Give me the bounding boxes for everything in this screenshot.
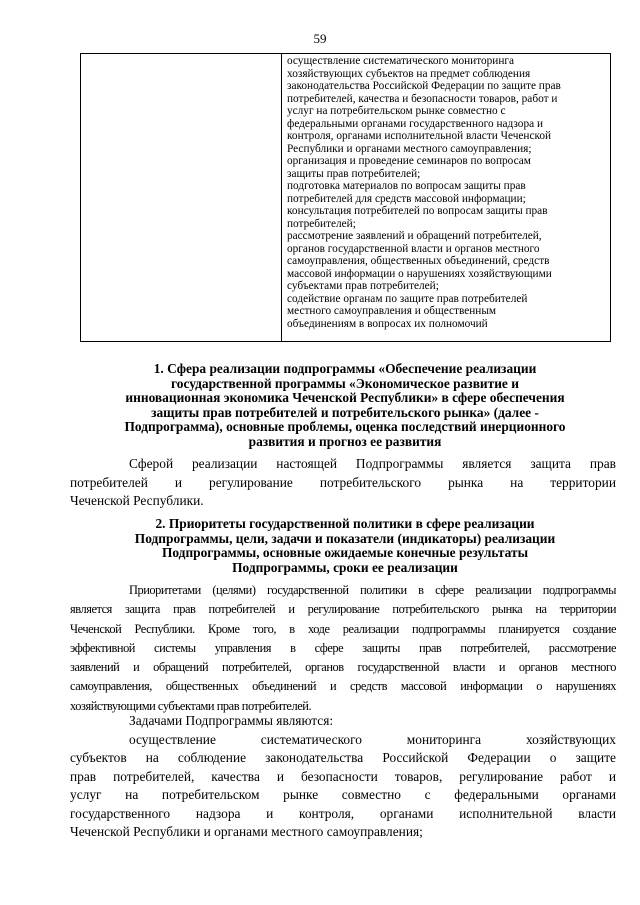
paragraph-line: Приоритетами (целями) государственной политики в сфере реализации подпрограммы xyxy=(129,583,616,597)
table-cell-line: субъектами прав потребителей; xyxy=(287,280,439,292)
table-cell-line: услуг на потребительском рынке совместно с xyxy=(287,105,506,117)
paragraph-line: услуг на потребительском рынке совместно с федеральными органами xyxy=(70,787,616,802)
heading-line: защиты прав потребителей и потребительского рынка» (далее - xyxy=(151,404,539,420)
paragraph-line: Чеченской Республики. xyxy=(70,493,204,508)
table-cell-line: объединениям в вопросах их полномочий xyxy=(287,317,488,330)
heading-line: развития и прогноз ее развития xyxy=(248,433,442,449)
paragraph-line: эффективной системы управления в сфере защиты прав потребителей, рассмотрение xyxy=(70,640,616,655)
table-cell-line: потребителей, качества и безопасности товаров, работ и xyxy=(287,92,558,105)
section-1-paragraph xyxy=(70,455,616,511)
heading-line: Подпрограммы, цели, задачи и показатели (индикаторы) реализации xyxy=(134,530,556,546)
table-cell-line: потребителей; xyxy=(287,217,356,230)
heading-line: Подпрограммы, сроки ее реализации xyxy=(232,559,458,575)
paragraph-line: самоуправления, общественных объединений и средств массовой информации о нарушениях xyxy=(70,679,616,694)
table-right-cell xyxy=(287,55,605,330)
table-cell-line: Республики и органами местного самоуправления; xyxy=(287,142,532,155)
heading-line: Подпрограммы, основные ожидаемые конечные результаты xyxy=(161,545,529,561)
heading-line: государственной программы «Экономическое развитие и xyxy=(171,375,519,391)
table-cell-line: потребителей для средств массовой информации; xyxy=(287,192,526,205)
paragraph-line: Чеченской Республики и органами местного самоуправления; xyxy=(70,824,423,839)
heading-line: 1. Сфера реализации подпрограммы «Обеспечение реализации xyxy=(153,361,537,376)
table-cell-line: органов государственной власти и органов местного xyxy=(287,242,540,255)
paragraph-line: хозяйствующими субъектами прав потребителей. xyxy=(70,698,312,713)
table-cell-line: организация и проведение семинаров по вопросам xyxy=(287,155,531,167)
paragraph-line: Чеченской Республики. Кроме того, в ходе реализации подпрограммы планируется создание xyxy=(70,621,616,636)
table-cell-line: хозяйствующих субъектов на предмет соблюдения xyxy=(287,67,531,80)
paragraph-line: осуществление систематического мониторинга хозяйствующих xyxy=(129,731,616,747)
paragraph-line: потребителей и регулирование потребительского рынка на территории xyxy=(70,474,616,490)
table-column-divider xyxy=(281,54,282,341)
table-cell-line: содействие органам по защите прав потребителей xyxy=(287,292,528,305)
table-cell-line: контроля, органами исполнительной власти Чеченской xyxy=(287,130,552,142)
table-cell-line: рассмотрение заявлений и обращений потребителей, xyxy=(287,230,542,242)
table-cell-line: защиты прав потребителей; xyxy=(287,167,421,180)
section-2-tasks-paragraph xyxy=(70,712,616,842)
table-cell-line: подготовка материалов по вопросам защиты прав xyxy=(287,180,526,192)
heading-line: Подпрограмма), основные проблемы, оценка последствий инерционного xyxy=(124,419,566,435)
table-cell-line: самоуправления, общественных объединений, средств xyxy=(287,255,550,267)
paragraph-line: Сферой реализации настоящей Подпрограммы является защита прав xyxy=(129,456,616,471)
table-cell-line: массовой информации о нарушениях хозяйствующими xyxy=(287,267,552,280)
tasks-intro: Задачами Подпрограммы являются: xyxy=(129,713,334,728)
paragraph-line: заявлений и обращений потребителей, органов государственной власти и органов местного xyxy=(70,660,616,675)
paragraph-line: государственного надзора и контроля, органами исполнительной власти xyxy=(70,805,616,821)
table-cell-line: осуществление систематического мониторинга xyxy=(287,55,515,67)
paragraph-line: является защита прав потребителей и регулирование потребительского рынка на территории xyxy=(70,602,616,617)
table-cell-line: местного самоуправления и общественным xyxy=(287,305,497,317)
paragraph-line: прав потребителей, качества и безопасности товаров, регулирование работ и xyxy=(70,768,616,784)
table-cell-line: федеральными органами государственного надзора и xyxy=(287,117,543,130)
section-2-priorities-paragraph xyxy=(70,581,616,716)
heading-line: инновационная экономика Чеченской Республики» в сфере обеспечения xyxy=(125,390,565,406)
heading-line: 2. Приоритеты государственной политики в сфере реализации xyxy=(155,516,535,531)
continuation-table xyxy=(80,53,611,342)
table-cell-line: законодательства Российской Федерации по защите прав xyxy=(287,80,561,92)
table-cell-line: консультация потребителей по вопросам защиты прав xyxy=(287,205,548,217)
paragraph-line: субъектов на соблюдение законодательства Российской Федерации о защите xyxy=(70,750,616,765)
page-number: 59 xyxy=(313,31,327,46)
section-2-heading xyxy=(70,517,620,575)
section-1-heading xyxy=(70,362,620,450)
